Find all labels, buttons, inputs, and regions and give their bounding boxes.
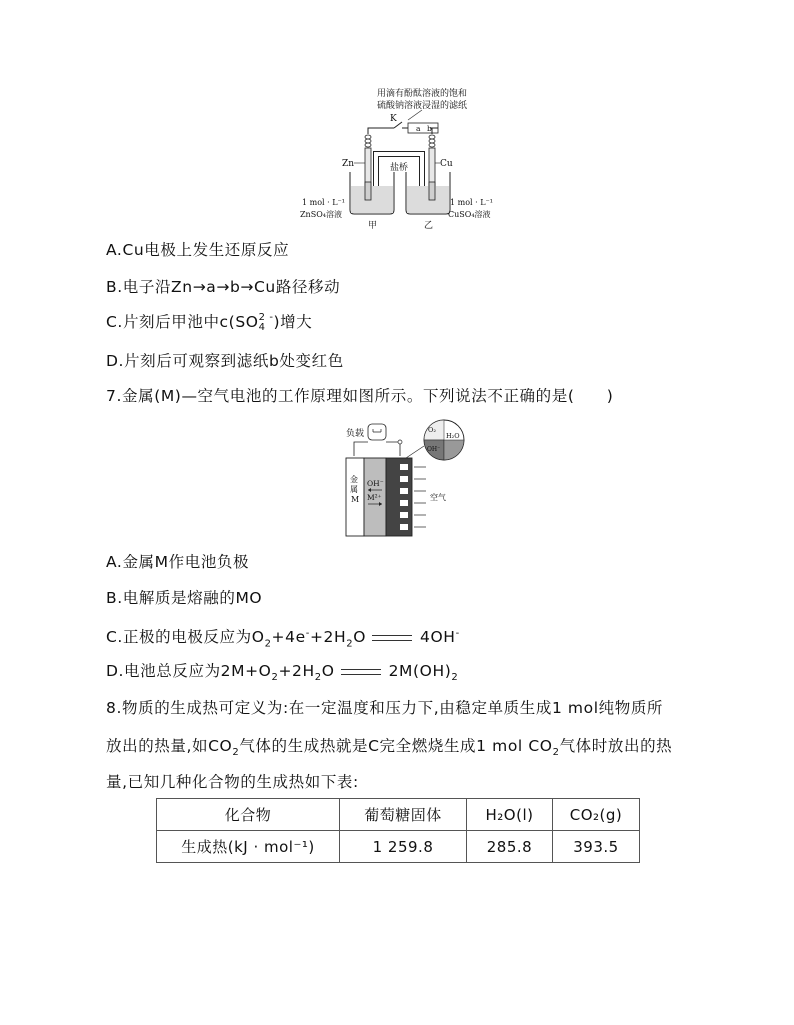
table-header-row (157, 799, 640, 831)
table-cell: 285.8 (467, 831, 553, 863)
q8-l2-a: 放出的热量,如CO (106, 737, 233, 755)
cuso4-solution (407, 186, 449, 213)
right-cell-label: 乙 (424, 221, 434, 231)
table-row (157, 831, 640, 863)
q7-c-c: +4e (271, 628, 306, 647)
q7-d-c: +2H (278, 662, 315, 680)
oh-ion-label: OH⁻ (367, 479, 384, 488)
q7-stem: 7.金属(M)—空气电池的工作原理如图所示。下列说法不正确的是( ) (106, 387, 614, 405)
q8-line1: 8.物质的生成热可定义为:在一定温度和压力下,由稳定单质生成1 mol纯物质所 (106, 699, 664, 717)
q6-option-b: B.电子沿Zn→a→b→Cu路径移动 (106, 278, 341, 296)
q8-l2-d: 2 (552, 747, 560, 759)
switch-label: K (390, 114, 397, 124)
equals-bar (372, 635, 412, 641)
q6-option-d: D.片刻后可观察到滤纸b处变红色 (106, 352, 344, 370)
paper-b-label: b (427, 124, 432, 133)
fig1-caption-line1: 用滴有酚酞溶液的饱和 (376, 89, 468, 99)
right-solution: CuSO₄溶液 (448, 210, 491, 219)
load-label: 负载 (346, 429, 365, 439)
left-solution: ZnSO₄溶液 (300, 210, 342, 219)
q7-c-d: - (305, 628, 310, 639)
q6-option-c-ion-charge: 2 - (258, 311, 274, 323)
table-header-cell: CO₂(g) (553, 799, 640, 831)
fig1-caption-line2: 硫酸钠溶液浸湿的滤纸 (376, 101, 468, 111)
metal-label-1: 金 (350, 475, 358, 484)
q6-option-c-end: )增大 (273, 313, 313, 331)
metal-label-2: 属 (350, 485, 358, 494)
table-cell: 393.5 (553, 831, 640, 863)
table-header-cell: 化合物 (157, 799, 340, 831)
q7-c-g: O (353, 628, 367, 647)
metal-label-3: M (351, 495, 360, 504)
q7-option-a: A.金属M作电池负极 (106, 553, 250, 571)
q7-d-d: 2 (314, 672, 322, 684)
q7-c-a: C.正极的电极反应为O (106, 628, 265, 647)
galvanic-cell-diagram (290, 86, 510, 232)
pie-o2: O₂ (428, 426, 436, 434)
right-conc: 1 mol · L⁻¹ (450, 198, 493, 207)
q7-c-h: 4OH (420, 628, 456, 647)
q7-c-e: +2H (309, 628, 347, 647)
q6-option-c-ion: SO (235, 313, 259, 331)
cu-label: Cu (440, 159, 453, 169)
equals-bar (341, 669, 381, 675)
metal-air-battery-diagram (340, 418, 466, 538)
q6-option-a: A.Cu电极上发生还原反应 (106, 241, 290, 259)
q7-c-f: 2 (346, 638, 354, 650)
left-conc: 1 mol · L⁻¹ (302, 198, 345, 207)
q6-option-c (106, 312, 312, 333)
q7-c-b: 2 (264, 638, 272, 650)
q7-option-c (106, 624, 460, 654)
air-cathode (386, 458, 412, 536)
q8-line3: 量,已知几种化合物的生成热如下表: (106, 773, 359, 791)
table-header-cell: H₂O(l) (467, 799, 553, 831)
q7-option-d (106, 661, 458, 688)
q7-d-e: O (321, 662, 335, 680)
pie-h2o: H₂O (446, 432, 460, 440)
q7-d-a: D.电池总反应为2M+O (106, 662, 272, 680)
bridge-label: 盐桥 (390, 163, 409, 173)
q7-d-b: 2 (271, 672, 279, 684)
paper-a-label: a (416, 124, 421, 133)
air-label: 空气 (430, 493, 446, 502)
q8-l2-b: 2 (232, 747, 240, 759)
m-ion-label: M²⁺ (367, 493, 382, 502)
formation-heat-table (156, 798, 640, 863)
table-cell: 1 259.8 (340, 831, 467, 863)
q6-option-c-ion-sub: 4 (258, 321, 266, 333)
q7-d-g: 2 (451, 672, 459, 684)
left-cell-label: 甲 (368, 221, 378, 231)
q7-c-i: - (455, 628, 460, 639)
q8-l2-e: 气体时放出的热 (559, 737, 673, 755)
pie-oh: OH⁻ (427, 446, 441, 453)
q6-option-c-text: C.片刻后甲池中c( (106, 313, 236, 331)
q7-d-f: 2M(OH) (388, 662, 452, 680)
table-row-label: 生成热(kJ · mol⁻¹) (157, 831, 340, 863)
table-header-cell: 葡萄糖固体 (340, 799, 467, 831)
q8-line2 (106, 736, 672, 763)
znso4-solution (351, 186, 393, 213)
zn-label: Zn (342, 159, 355, 169)
q8-l2-c: 气体的生成热就是C完全燃烧生成1 mol CO (239, 737, 553, 755)
q7-option-b: B.电解质是熔融的MO (106, 589, 263, 607)
